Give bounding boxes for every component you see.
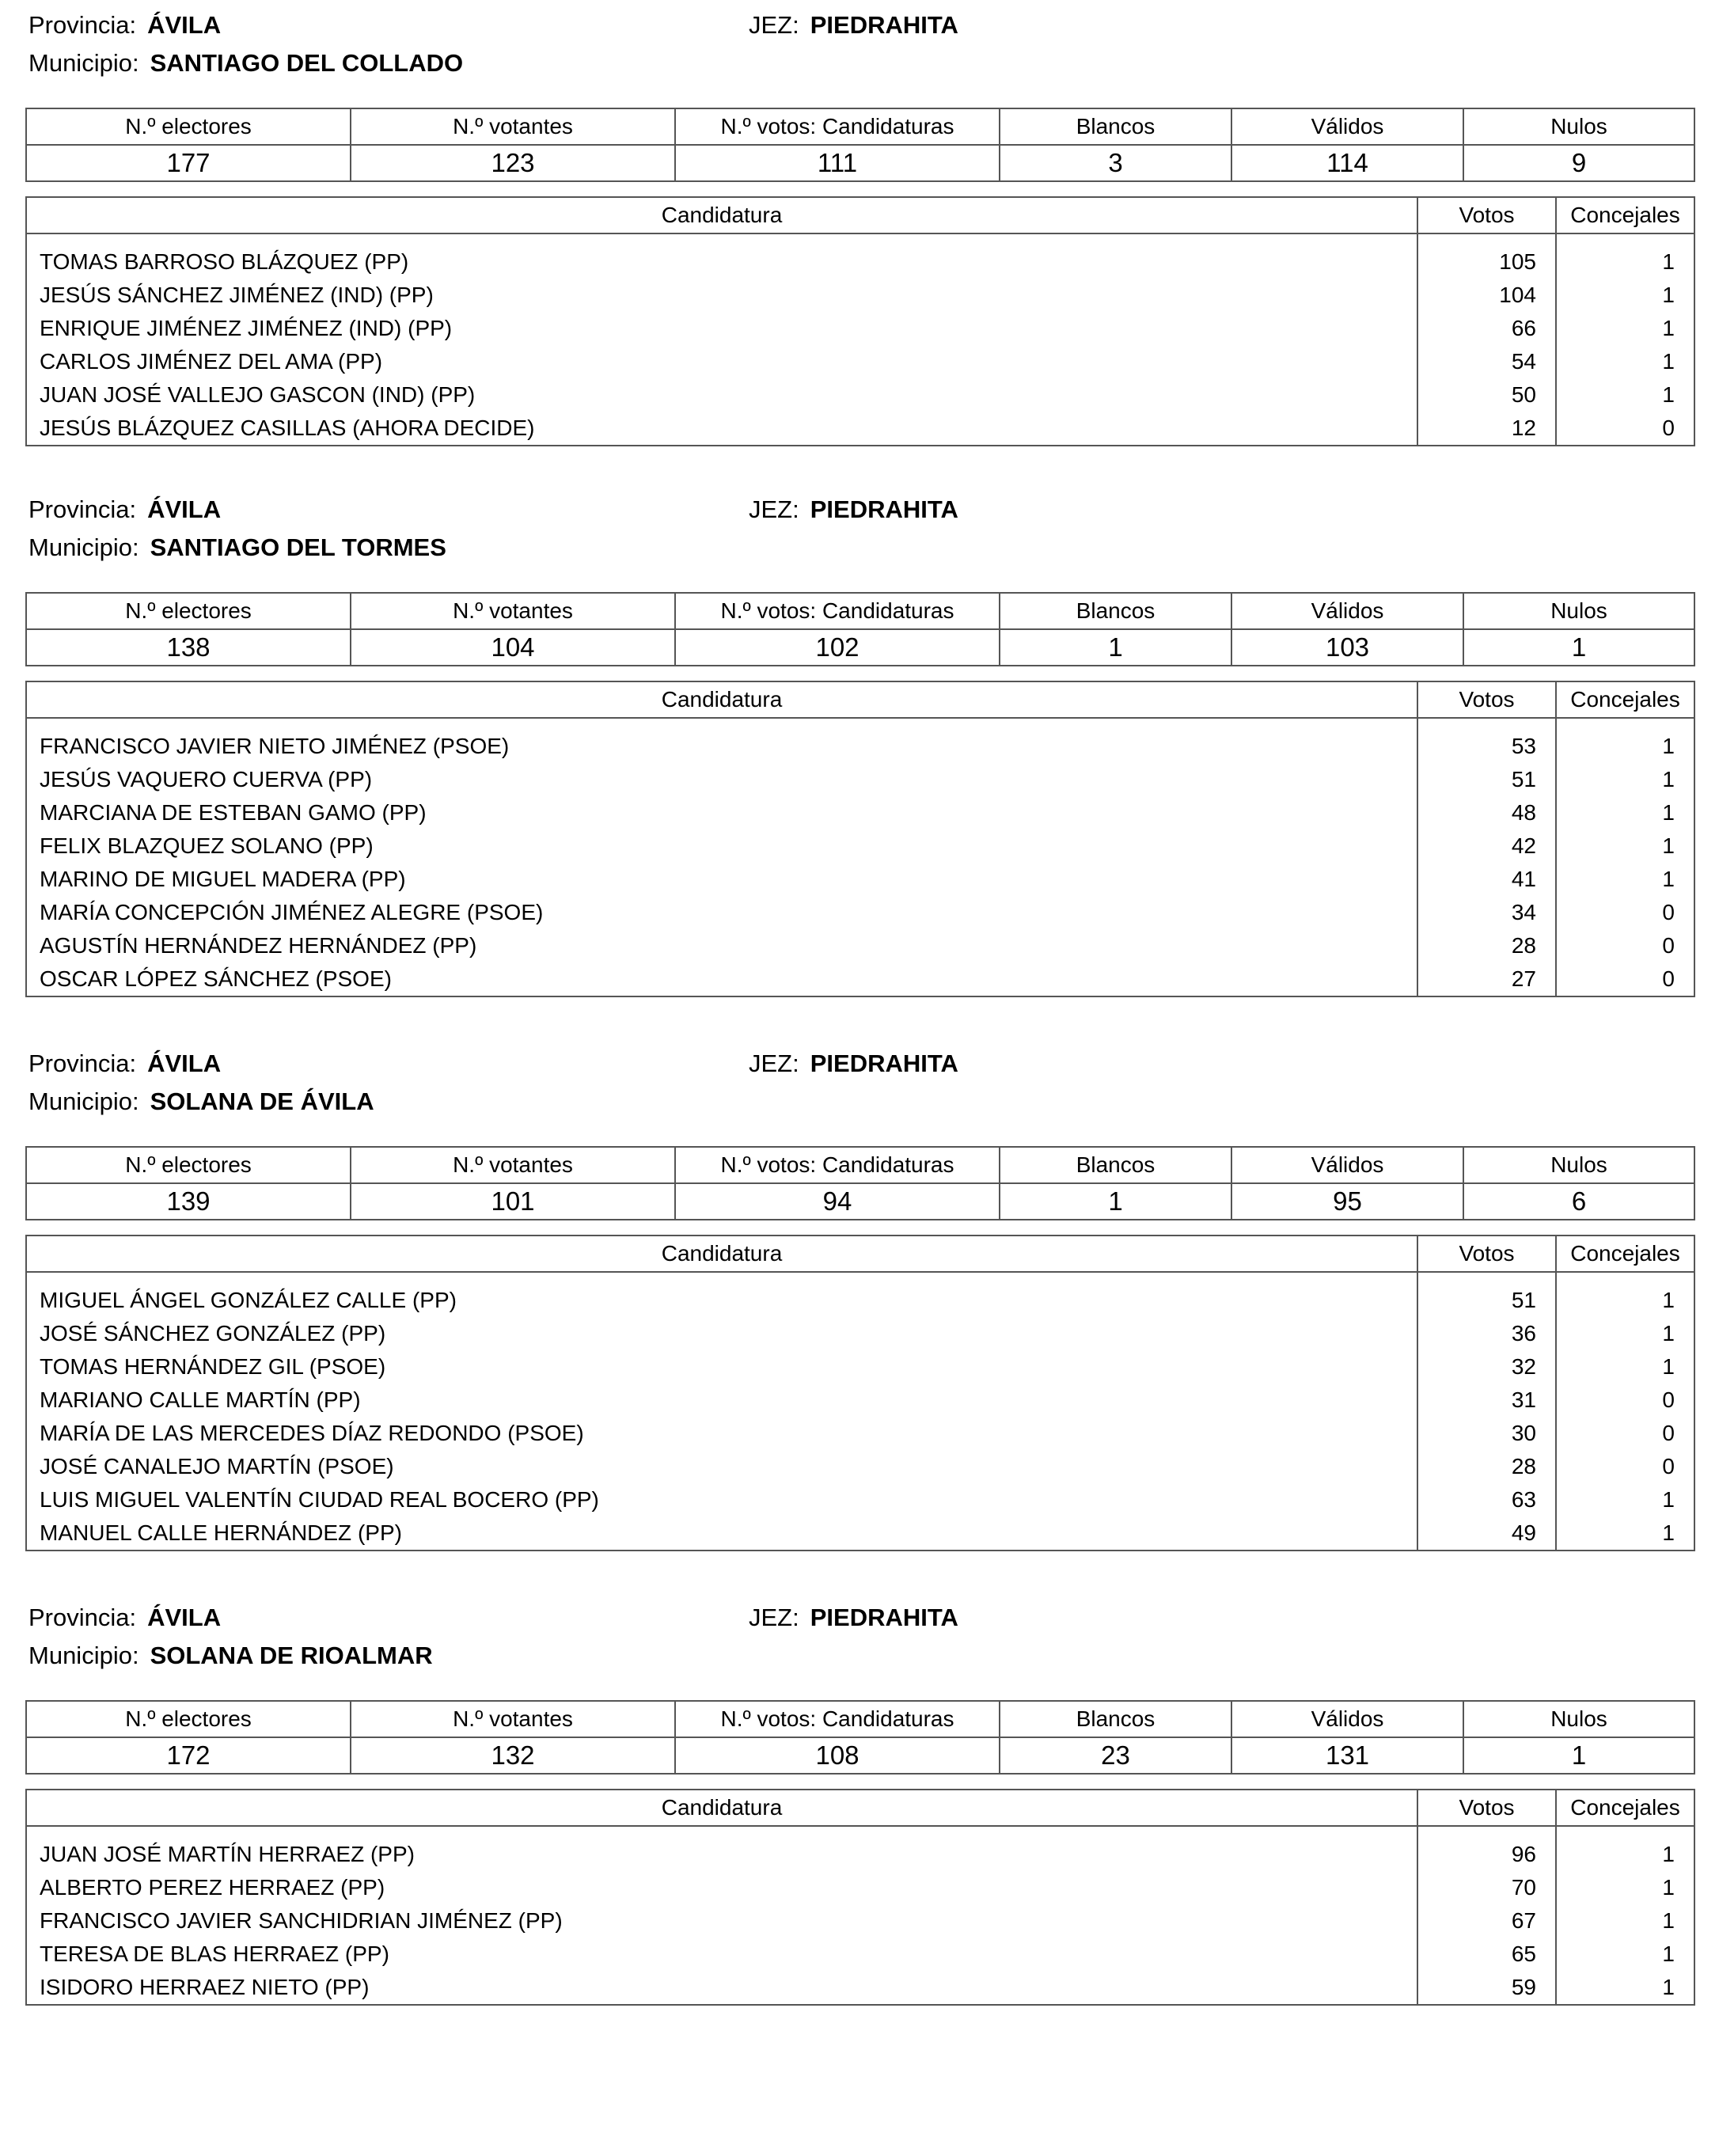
candidate-concejales: 1 bbox=[1556, 1284, 1694, 1317]
candidate-name: MARÍA CONCEPCIÓN JIMÉNEZ ALEGRE (PSOE) bbox=[26, 896, 1417, 929]
candidate-concejales: 0 bbox=[1556, 929, 1694, 962]
candidate-name: MARIANO CALLE MARTÍN (PP) bbox=[26, 1384, 1417, 1417]
municipio-label: Municipio: bbox=[28, 49, 139, 77]
jez-line bbox=[749, 494, 958, 526]
summary-header-row bbox=[26, 1147, 1694, 1183]
candidate-concejales: 1 bbox=[1556, 796, 1694, 829]
candidate-name: MANUEL CALLE HERNÁNDEZ (PP) bbox=[26, 1516, 1417, 1551]
candidate-concejales: 0 bbox=[1556, 962, 1694, 996]
candidate-votos: 53 bbox=[1417, 730, 1556, 763]
candidate-votos: 96 bbox=[1417, 1838, 1556, 1871]
candidate-concejales: 0 bbox=[1556, 1384, 1694, 1417]
candidate-name: ENRIQUE JIMÉNEZ JIMÉNEZ (IND) (PP) bbox=[26, 312, 1417, 345]
candidate-row bbox=[26, 1938, 1694, 1971]
candidate-concejales: 1 bbox=[1556, 1938, 1694, 1971]
municipio-line bbox=[28, 1086, 374, 1118]
spacer-row bbox=[26, 718, 1694, 730]
candidate-row bbox=[26, 312, 1694, 345]
candidate-votos: 59 bbox=[1417, 1971, 1556, 2005]
candidate-concejales: 1 bbox=[1556, 829, 1694, 863]
municipality-block bbox=[0, 1038, 1719, 1592]
candidate-row bbox=[26, 1971, 1694, 2005]
summary-value-row bbox=[26, 1737, 1694, 1774]
jez-line bbox=[749, 1602, 958, 1634]
candidate-name: TOMAS HERNÁNDEZ GIL (PSOE) bbox=[26, 1350, 1417, 1384]
candidate-votos: 28 bbox=[1417, 929, 1556, 962]
summary-header-blancos: Blancos bbox=[1000, 1147, 1231, 1183]
provincia-label: Provincia: bbox=[28, 1604, 137, 1631]
summary-value-row bbox=[26, 145, 1694, 181]
candidate-row bbox=[26, 763, 1694, 796]
candidate-row bbox=[26, 1450, 1694, 1483]
candidate-votos: 50 bbox=[1417, 378, 1556, 412]
votos-header: Votos bbox=[1417, 1790, 1556, 1826]
candidate-concejales: 1 bbox=[1556, 1483, 1694, 1516]
candidate-concejales: 0 bbox=[1556, 1417, 1694, 1450]
jez-value: PIEDRAHITA bbox=[810, 1604, 958, 1631]
municipio-line bbox=[28, 47, 463, 79]
jez-value: PIEDRAHITA bbox=[810, 11, 958, 39]
candidate-row bbox=[26, 962, 1694, 996]
summary-table bbox=[25, 108, 1695, 182]
summary-header-row bbox=[26, 1701, 1694, 1737]
municipality-block bbox=[0, 1592, 1719, 2147]
summary-value-votos_cand: 94 bbox=[675, 1183, 1000, 1220]
candidate-row bbox=[26, 1350, 1694, 1384]
candidate-votos: 54 bbox=[1417, 345, 1556, 378]
candidate-concejales: 1 bbox=[1556, 763, 1694, 796]
candidate-name: MARÍA DE LAS MERCEDES DÍAZ REDONDO (PSOE) bbox=[26, 1417, 1417, 1450]
candidate-concejales: 1 bbox=[1556, 279, 1694, 312]
candidates-table bbox=[25, 196, 1695, 446]
summary-value-blancos: 3 bbox=[1000, 145, 1231, 181]
summary-table bbox=[25, 1700, 1695, 1775]
candidate-votos: 27 bbox=[1417, 962, 1556, 996]
summary-value-votos_cand: 102 bbox=[675, 629, 1000, 666]
candidate-name: LUIS MIGUEL VALENTÍN CIUDAD REAL BOCERO (PP) bbox=[26, 1483, 1417, 1516]
summary-header-nulos: Nulos bbox=[1463, 593, 1694, 629]
candidate-concejales: 1 bbox=[1556, 1317, 1694, 1350]
votos-header: Votos bbox=[1417, 197, 1556, 233]
summary-value-nulos: 9 bbox=[1463, 145, 1694, 181]
summary-header-nulos: Nulos bbox=[1463, 1147, 1694, 1183]
candidate-votos: 12 bbox=[1417, 412, 1556, 446]
candidate-row bbox=[26, 412, 1694, 446]
summary-value-nulos: 6 bbox=[1463, 1183, 1694, 1220]
votos-header: Votos bbox=[1417, 1236, 1556, 1272]
candidate-name: FRANCISCO JAVIER NIETO JIMÉNEZ (PSOE) bbox=[26, 730, 1417, 763]
jez-label: JEZ: bbox=[749, 1604, 799, 1631]
candidate-votos: 42 bbox=[1417, 829, 1556, 863]
candidate-concejales: 1 bbox=[1556, 345, 1694, 378]
candidate-votos: 51 bbox=[1417, 1284, 1556, 1317]
candidate-concejales: 1 bbox=[1556, 1516, 1694, 1551]
municipio-line bbox=[28, 1640, 433, 1672]
jez-label: JEZ: bbox=[749, 11, 799, 39]
summary-header-validos: Válidos bbox=[1231, 108, 1463, 145]
candidate-name: MIGUEL ÁNGEL GONZÁLEZ CALLE (PP) bbox=[26, 1284, 1417, 1317]
summary-table bbox=[25, 1146, 1695, 1220]
summary-value-votantes: 101 bbox=[351, 1183, 675, 1220]
spacer-row bbox=[26, 1272, 1694, 1284]
summary-value-electores: 138 bbox=[26, 629, 351, 666]
summary-value-validos: 103 bbox=[1231, 629, 1463, 666]
concejales-header: Concejales bbox=[1556, 1790, 1694, 1826]
candidate-votos: 70 bbox=[1417, 1871, 1556, 1904]
candidate-row bbox=[26, 245, 1694, 279]
concejales-header: Concejales bbox=[1556, 681, 1694, 718]
candidate-name: JOSÉ SÁNCHEZ GONZÁLEZ (PP) bbox=[26, 1317, 1417, 1350]
candidate-concejales: 1 bbox=[1556, 1871, 1694, 1904]
candidate-row bbox=[26, 1516, 1694, 1551]
summary-value-votantes: 104 bbox=[351, 629, 675, 666]
summary-header-blancos: Blancos bbox=[1000, 108, 1231, 145]
summary-header-validos: Válidos bbox=[1231, 1147, 1463, 1183]
summary-header-blancos: Blancos bbox=[1000, 593, 1231, 629]
provincia-value: ÁVILA bbox=[147, 1604, 222, 1631]
candidate-name: JOSÉ CANALEJO MARTÍN (PSOE) bbox=[26, 1450, 1417, 1483]
candidates-header-row bbox=[26, 681, 1694, 718]
summary-header-validos: Válidos bbox=[1231, 1701, 1463, 1737]
summary-header-row bbox=[26, 108, 1694, 145]
candidate-name: MARCIANA DE ESTEBAN GAMO (PP) bbox=[26, 796, 1417, 829]
jez-value: PIEDRAHITA bbox=[810, 1050, 958, 1077]
summary-value-votantes: 132 bbox=[351, 1737, 675, 1774]
candidate-concejales: 0 bbox=[1556, 412, 1694, 446]
summary-header-electores: N.º electores bbox=[26, 108, 351, 145]
provincia-label: Provincia: bbox=[28, 495, 137, 523]
municipio-label: Municipio: bbox=[28, 1087, 139, 1115]
municipio-label: Municipio: bbox=[28, 1642, 139, 1669]
candidate-row bbox=[26, 1904, 1694, 1938]
candidate-votos: 31 bbox=[1417, 1384, 1556, 1417]
concejales-header: Concejales bbox=[1556, 197, 1694, 233]
candidate-row bbox=[26, 1317, 1694, 1350]
candidate-concejales: 0 bbox=[1556, 896, 1694, 929]
summary-table bbox=[25, 592, 1695, 666]
provincia-line bbox=[28, 1602, 221, 1634]
summary-header-electores: N.º electores bbox=[26, 1701, 351, 1737]
provincia-value: ÁVILA bbox=[147, 1050, 222, 1077]
jez-line bbox=[749, 9, 958, 41]
candidate-votos: 41 bbox=[1417, 863, 1556, 896]
votos-header: Votos bbox=[1417, 681, 1556, 718]
municipio-label: Municipio: bbox=[28, 533, 139, 561]
summary-header-blancos: Blancos bbox=[1000, 1701, 1231, 1737]
candidate-name: FRANCISCO JAVIER SANCHIDRIAN JIMÉNEZ (PP) bbox=[26, 1904, 1417, 1938]
candidate-name: TOMAS BARROSO BLÁZQUEZ (PP) bbox=[26, 245, 1417, 279]
candidate-votos: 34 bbox=[1417, 896, 1556, 929]
provincia-label: Provincia: bbox=[28, 1050, 137, 1077]
summary-header-nulos: Nulos bbox=[1463, 1701, 1694, 1737]
candidate-votos: 66 bbox=[1417, 312, 1556, 345]
candidates-header-row bbox=[26, 1236, 1694, 1272]
summary-header-votantes: N.º votantes bbox=[351, 108, 675, 145]
municipio-value: SANTIAGO DEL COLLADO bbox=[150, 49, 464, 77]
summary-value-electores: 172 bbox=[26, 1737, 351, 1774]
summary-header-votos_cand: N.º votos: Candidaturas bbox=[675, 593, 1000, 629]
candidatura-header: Candidatura bbox=[26, 1236, 1417, 1272]
candidate-row bbox=[26, 1384, 1694, 1417]
candidate-row bbox=[26, 345, 1694, 378]
summary-header-row bbox=[26, 593, 1694, 629]
candidate-row bbox=[26, 863, 1694, 896]
summary-header-electores: N.º electores bbox=[26, 593, 351, 629]
candidate-votos: 28 bbox=[1417, 1450, 1556, 1483]
candidate-votos: 63 bbox=[1417, 1483, 1556, 1516]
candidate-votos: 105 bbox=[1417, 245, 1556, 279]
candidate-row bbox=[26, 1838, 1694, 1871]
candidates-table bbox=[25, 1789, 1695, 2006]
candidate-name: JESÚS BLÁZQUEZ CASILLAS (AHORA DECIDE) bbox=[26, 412, 1417, 446]
concejales-header: Concejales bbox=[1556, 1236, 1694, 1272]
candidate-name: FELIX BLAZQUEZ SOLANO (PP) bbox=[26, 829, 1417, 863]
summary-header-electores: N.º electores bbox=[26, 1147, 351, 1183]
provincia-line bbox=[28, 494, 221, 526]
candidate-name: ISIDORO HERRAEZ NIETO (PP) bbox=[26, 1971, 1417, 2005]
candidate-concejales: 1 bbox=[1556, 863, 1694, 896]
provincia-line bbox=[28, 9, 221, 41]
candidates-header-row bbox=[26, 1790, 1694, 1826]
candidate-concejales: 1 bbox=[1556, 1838, 1694, 1871]
candidate-name: OSCAR LÓPEZ SÁNCHEZ (PSOE) bbox=[26, 962, 1417, 996]
candidates-header-row bbox=[26, 197, 1694, 233]
provincia-value: ÁVILA bbox=[147, 495, 222, 523]
candidate-row bbox=[26, 796, 1694, 829]
summary-value-votos_cand: 111 bbox=[675, 145, 1000, 181]
candidate-name: JESÚS VAQUERO CUERVA (PP) bbox=[26, 763, 1417, 796]
candidate-votos: 49 bbox=[1417, 1516, 1556, 1551]
summary-header-votos_cand: N.º votos: Candidaturas bbox=[675, 108, 1000, 145]
summary-value-electores: 177 bbox=[26, 145, 351, 181]
candidate-row bbox=[26, 829, 1694, 863]
summary-value-validos: 131 bbox=[1231, 1737, 1463, 1774]
candidatura-header: Candidatura bbox=[26, 681, 1417, 718]
municipality-block bbox=[0, 484, 1719, 1038]
candidate-row bbox=[26, 1417, 1694, 1450]
jez-label: JEZ: bbox=[749, 495, 799, 523]
candidate-row bbox=[26, 1483, 1694, 1516]
summary-header-votantes: N.º votantes bbox=[351, 1147, 675, 1183]
candidate-row bbox=[26, 1284, 1694, 1317]
provincia-label: Provincia: bbox=[28, 11, 137, 39]
spacer-row bbox=[26, 233, 1694, 245]
summary-header-nulos: Nulos bbox=[1463, 108, 1694, 145]
candidatura-header: Candidatura bbox=[26, 1790, 1417, 1826]
summary-header-votos_cand: N.º votos: Candidaturas bbox=[675, 1147, 1000, 1183]
summary-value-votantes: 123 bbox=[351, 145, 675, 181]
summary-value-blancos: 1 bbox=[1000, 1183, 1231, 1220]
municipality-block bbox=[0, 0, 1719, 554]
candidate-votos: 30 bbox=[1417, 1417, 1556, 1450]
summary-value-votos_cand: 108 bbox=[675, 1737, 1000, 1774]
candidate-concejales: 1 bbox=[1556, 1971, 1694, 2005]
municipio-value: SOLANA DE RIOALMAR bbox=[150, 1642, 433, 1669]
provincia-line bbox=[28, 1048, 221, 1080]
provincia-value: ÁVILA bbox=[147, 11, 222, 39]
candidate-concejales: 1 bbox=[1556, 730, 1694, 763]
candidate-votos: 48 bbox=[1417, 796, 1556, 829]
summary-header-votos_cand: N.º votos: Candidaturas bbox=[675, 1701, 1000, 1737]
candidate-row bbox=[26, 378, 1694, 412]
candidate-concejales: 1 bbox=[1556, 378, 1694, 412]
candidate-row bbox=[26, 1871, 1694, 1904]
candidate-name: ALBERTO PEREZ HERRAEZ (PP) bbox=[26, 1871, 1417, 1904]
candidate-votos: 36 bbox=[1417, 1317, 1556, 1350]
candidatura-header: Candidatura bbox=[26, 197, 1417, 233]
candidate-concejales: 1 bbox=[1556, 1904, 1694, 1938]
spacer-row bbox=[26, 1826, 1694, 1838]
summary-header-validos: Válidos bbox=[1231, 593, 1463, 629]
summary-value-nulos: 1 bbox=[1463, 629, 1694, 666]
summary-header-votantes: N.º votantes bbox=[351, 593, 675, 629]
summary-value-blancos: 1 bbox=[1000, 629, 1231, 666]
summary-value-row bbox=[26, 1183, 1694, 1220]
summary-value-row bbox=[26, 629, 1694, 666]
candidate-name: TERESA DE BLAS HERRAEZ (PP) bbox=[26, 1938, 1417, 1971]
jez-label: JEZ: bbox=[749, 1050, 799, 1077]
candidate-name: JUAN JOSÉ MARTÍN HERRAEZ (PP) bbox=[26, 1838, 1417, 1871]
candidate-row bbox=[26, 896, 1694, 929]
summary-value-nulos: 1 bbox=[1463, 1737, 1694, 1774]
candidate-name: JUAN JOSÉ VALLEJO GASCON (IND) (PP) bbox=[26, 378, 1417, 412]
candidates-table bbox=[25, 1235, 1695, 1551]
candidate-concejales: 1 bbox=[1556, 1350, 1694, 1384]
candidate-name: MARINO DE MIGUEL MADERA (PP) bbox=[26, 863, 1417, 896]
candidate-name: JESÚS SÁNCHEZ JIMÉNEZ (IND) (PP) bbox=[26, 279, 1417, 312]
municipio-line bbox=[28, 532, 446, 564]
candidate-votos: 67 bbox=[1417, 1904, 1556, 1938]
summary-value-validos: 95 bbox=[1231, 1183, 1463, 1220]
candidate-votos: 104 bbox=[1417, 279, 1556, 312]
summary-value-electores: 139 bbox=[26, 1183, 351, 1220]
candidates-table bbox=[25, 681, 1695, 997]
summary-value-blancos: 23 bbox=[1000, 1737, 1231, 1774]
candidate-votos: 32 bbox=[1417, 1350, 1556, 1384]
candidate-name: AGUSTÍN HERNÁNDEZ HERNÁNDEZ (PP) bbox=[26, 929, 1417, 962]
candidate-row bbox=[26, 730, 1694, 763]
candidate-concejales: 0 bbox=[1556, 1450, 1694, 1483]
candidate-row bbox=[26, 279, 1694, 312]
candidate-votos: 51 bbox=[1417, 763, 1556, 796]
candidate-votos: 65 bbox=[1417, 1938, 1556, 1971]
municipio-value: SOLANA DE ÁVILA bbox=[150, 1087, 374, 1115]
jez-value: PIEDRAHITA bbox=[810, 495, 958, 523]
candidate-concejales: 1 bbox=[1556, 312, 1694, 345]
municipio-value: SANTIAGO DEL TORMES bbox=[150, 533, 446, 561]
candidate-name: CARLOS JIMÉNEZ DEL AMA (PP) bbox=[26, 345, 1417, 378]
jez-line bbox=[749, 1048, 958, 1080]
candidate-row bbox=[26, 929, 1694, 962]
candidate-concejales: 1 bbox=[1556, 245, 1694, 279]
summary-header-votantes: N.º votantes bbox=[351, 1701, 675, 1737]
summary-value-validos: 114 bbox=[1231, 145, 1463, 181]
